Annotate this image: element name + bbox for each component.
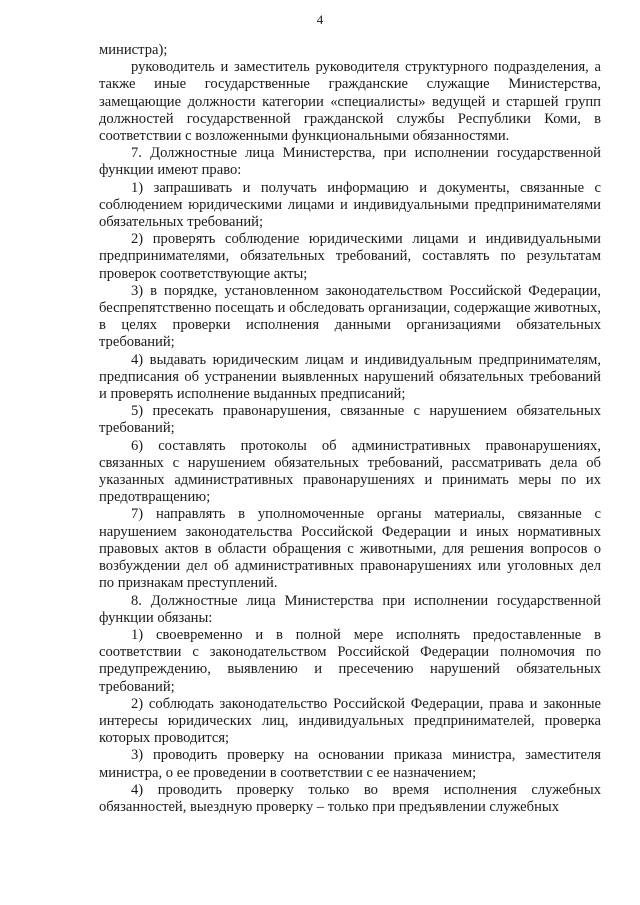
- paragraph: 4) выдавать юридическим лицам и индивидуальным предпринимателям, предписания об устранении выявленных нарушений обязательных требований и проверять исполнение выданных предписаний;: [99, 351, 601, 403]
- paragraph: 8. Должностные лица Министерства при исполнении государственной функции обязаны:: [99, 592, 601, 626]
- paragraph: 2) соблюдать законодательство Российской Федерации, права и законные интересы юридических лиц, индивидуальных предпринимателей, проверка которых проводится;: [99, 695, 601, 747]
- paragraph: 4) проводить проверку только во время исполнения служебных обязанностей, выездную проверку – только при предъявлении служебных: [99, 781, 601, 815]
- paragraph: 1) своевременно и в полной мере исполнять предоставленные в соответствии с законодательством Российской Федерации полномочия по предупреждению, выявлению и пресечению нарушений обязательных требований;: [99, 626, 601, 695]
- paragraph: 3) в порядке, установленном законодательством Российской Федерации, беспрепятственно посещать и обследовать организации, содержащие животных, в целях проверки исполнения данными организациями обязательных требований;: [99, 282, 601, 351]
- paragraph: 3) проводить проверку на основании приказа министра, заместителя министра, о ее проведении в соответствии с ее назначением;: [99, 747, 601, 781]
- paragraph: руководитель и заместитель руководителя структурного подразделения, а также иные государственные гражданские служащие Министерства, замещающие должности категории «специалисты» ведущей и старшей групп должностей государственной гражданской службы Республики Коми, в соответствии с возложенными функциональными обязанностями.: [99, 59, 601, 145]
- paragraph: 5) пресекать правонарушения, связанные с нарушением обязательных требований;: [99, 403, 601, 437]
- document-body: [99, 42, 601, 816]
- paragraph: 7. Должностные лица Министерства, при исполнении государственной функции имеют право:: [99, 145, 601, 179]
- paragraph: 7) направлять в уполномоченные органы материалы, связанные с нарушением законодательства Российской Федерации и иных нормативных правовых актов в области обращения с животными, для решения вопросов о возбуждении дел об административных правонарушениях или уголовных дел по признакам преступлений.: [99, 506, 601, 592]
- paragraph: 1) запрашивать и получать информацию и документы, связанные с соблюдением юридическими лицами и индивидуальными предпринимателями обязательных требований;: [99, 179, 601, 231]
- paragraph: министра);: [99, 42, 168, 58]
- page-number: 4: [316, 12, 324, 27]
- paragraph: 6) составлять протоколы об административных правонарушениях, связанных с нарушением обязательных требований, рассматривать дела об указанных административных правонарушениях и принимать меры по их предотвращению;: [99, 437, 601, 506]
- paragraph: 2) проверять соблюдение юридическими лицами и индивидуальными предпринимателями, обязательных требований, составлять по результатам проверок соответствующие акты;: [99, 231, 601, 282]
